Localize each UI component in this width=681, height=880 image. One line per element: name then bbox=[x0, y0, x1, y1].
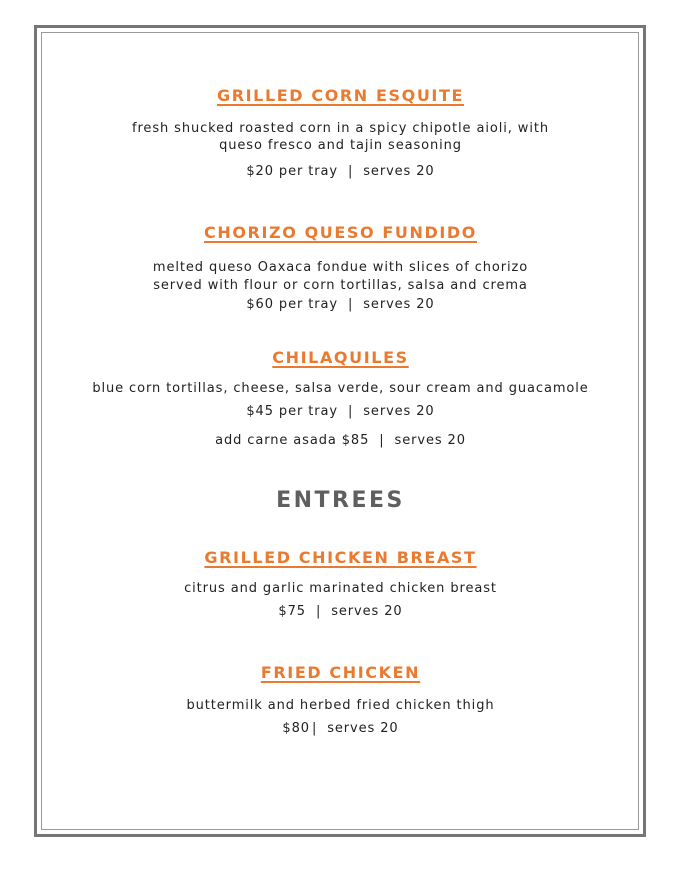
section-title-entrees: ENTREES bbox=[276, 488, 405, 513]
item-serves: serves 20 bbox=[363, 164, 435, 179]
separator: | bbox=[311, 721, 318, 736]
item-price-line bbox=[0, 164, 681, 179]
item-description-line: fresh shucked roasted corn in a spicy chipotle aioli, with bbox=[132, 121, 549, 136]
separator: | bbox=[315, 604, 322, 619]
item-price: $80 bbox=[282, 721, 310, 736]
item-addon-price: add carne asada $85 bbox=[215, 433, 370, 448]
item-serves: serves 20 bbox=[327, 721, 399, 736]
item-price-line bbox=[0, 404, 681, 419]
item-description-line: melted queso Oaxaca fondue with slices of chorizo bbox=[152, 260, 529, 275]
item-price-line bbox=[0, 297, 681, 312]
item-description-line: buttermilk and herbed fried chicken thigh bbox=[186, 698, 495, 713]
separator: | bbox=[379, 433, 385, 448]
separator: | bbox=[347, 297, 354, 312]
item-serves: serves 20 bbox=[363, 404, 435, 419]
item-title-fried-chicken: FRIED CHICKEN bbox=[260, 663, 421, 682]
separator: | bbox=[347, 404, 354, 419]
item-description-line: citrus and garlic marinated chicken breast bbox=[184, 581, 497, 596]
item-title-chorizo-queso-fundido: CHORIZO QUESO FUNDIDO bbox=[203, 223, 478, 242]
item-price: $20 per tray bbox=[246, 164, 338, 179]
item-description-line: served with flour or corn tortillas, salsa and crema bbox=[153, 278, 528, 293]
item-description-line: blue corn tortillas, cheese, salsa verde, sour cream and guacamole bbox=[92, 381, 589, 396]
item-serves: serves 20 bbox=[331, 604, 403, 619]
item-addon-line bbox=[0, 433, 681, 448]
item-price: $75 bbox=[278, 604, 306, 619]
item-title-grilled-chicken-breast: GRILLED CHICKEN BREAST bbox=[204, 548, 477, 567]
item-title-chilaquiles: CHILAQUILES bbox=[272, 348, 409, 367]
item-price: $45 per tray bbox=[246, 404, 338, 419]
item-price: $60 per tray bbox=[246, 297, 338, 312]
item-addon-serves: serves 20 bbox=[394, 433, 466, 448]
separator: | bbox=[347, 164, 354, 179]
item-price-line bbox=[0, 604, 681, 619]
item-description-line: queso fresco and tajin seasoning bbox=[219, 138, 462, 153]
item-serves: serves 20 bbox=[363, 297, 435, 312]
item-title-grilled-corn-esquite: GRILLED CORN ESQUITE bbox=[216, 86, 465, 105]
item-price-line bbox=[0, 721, 681, 736]
